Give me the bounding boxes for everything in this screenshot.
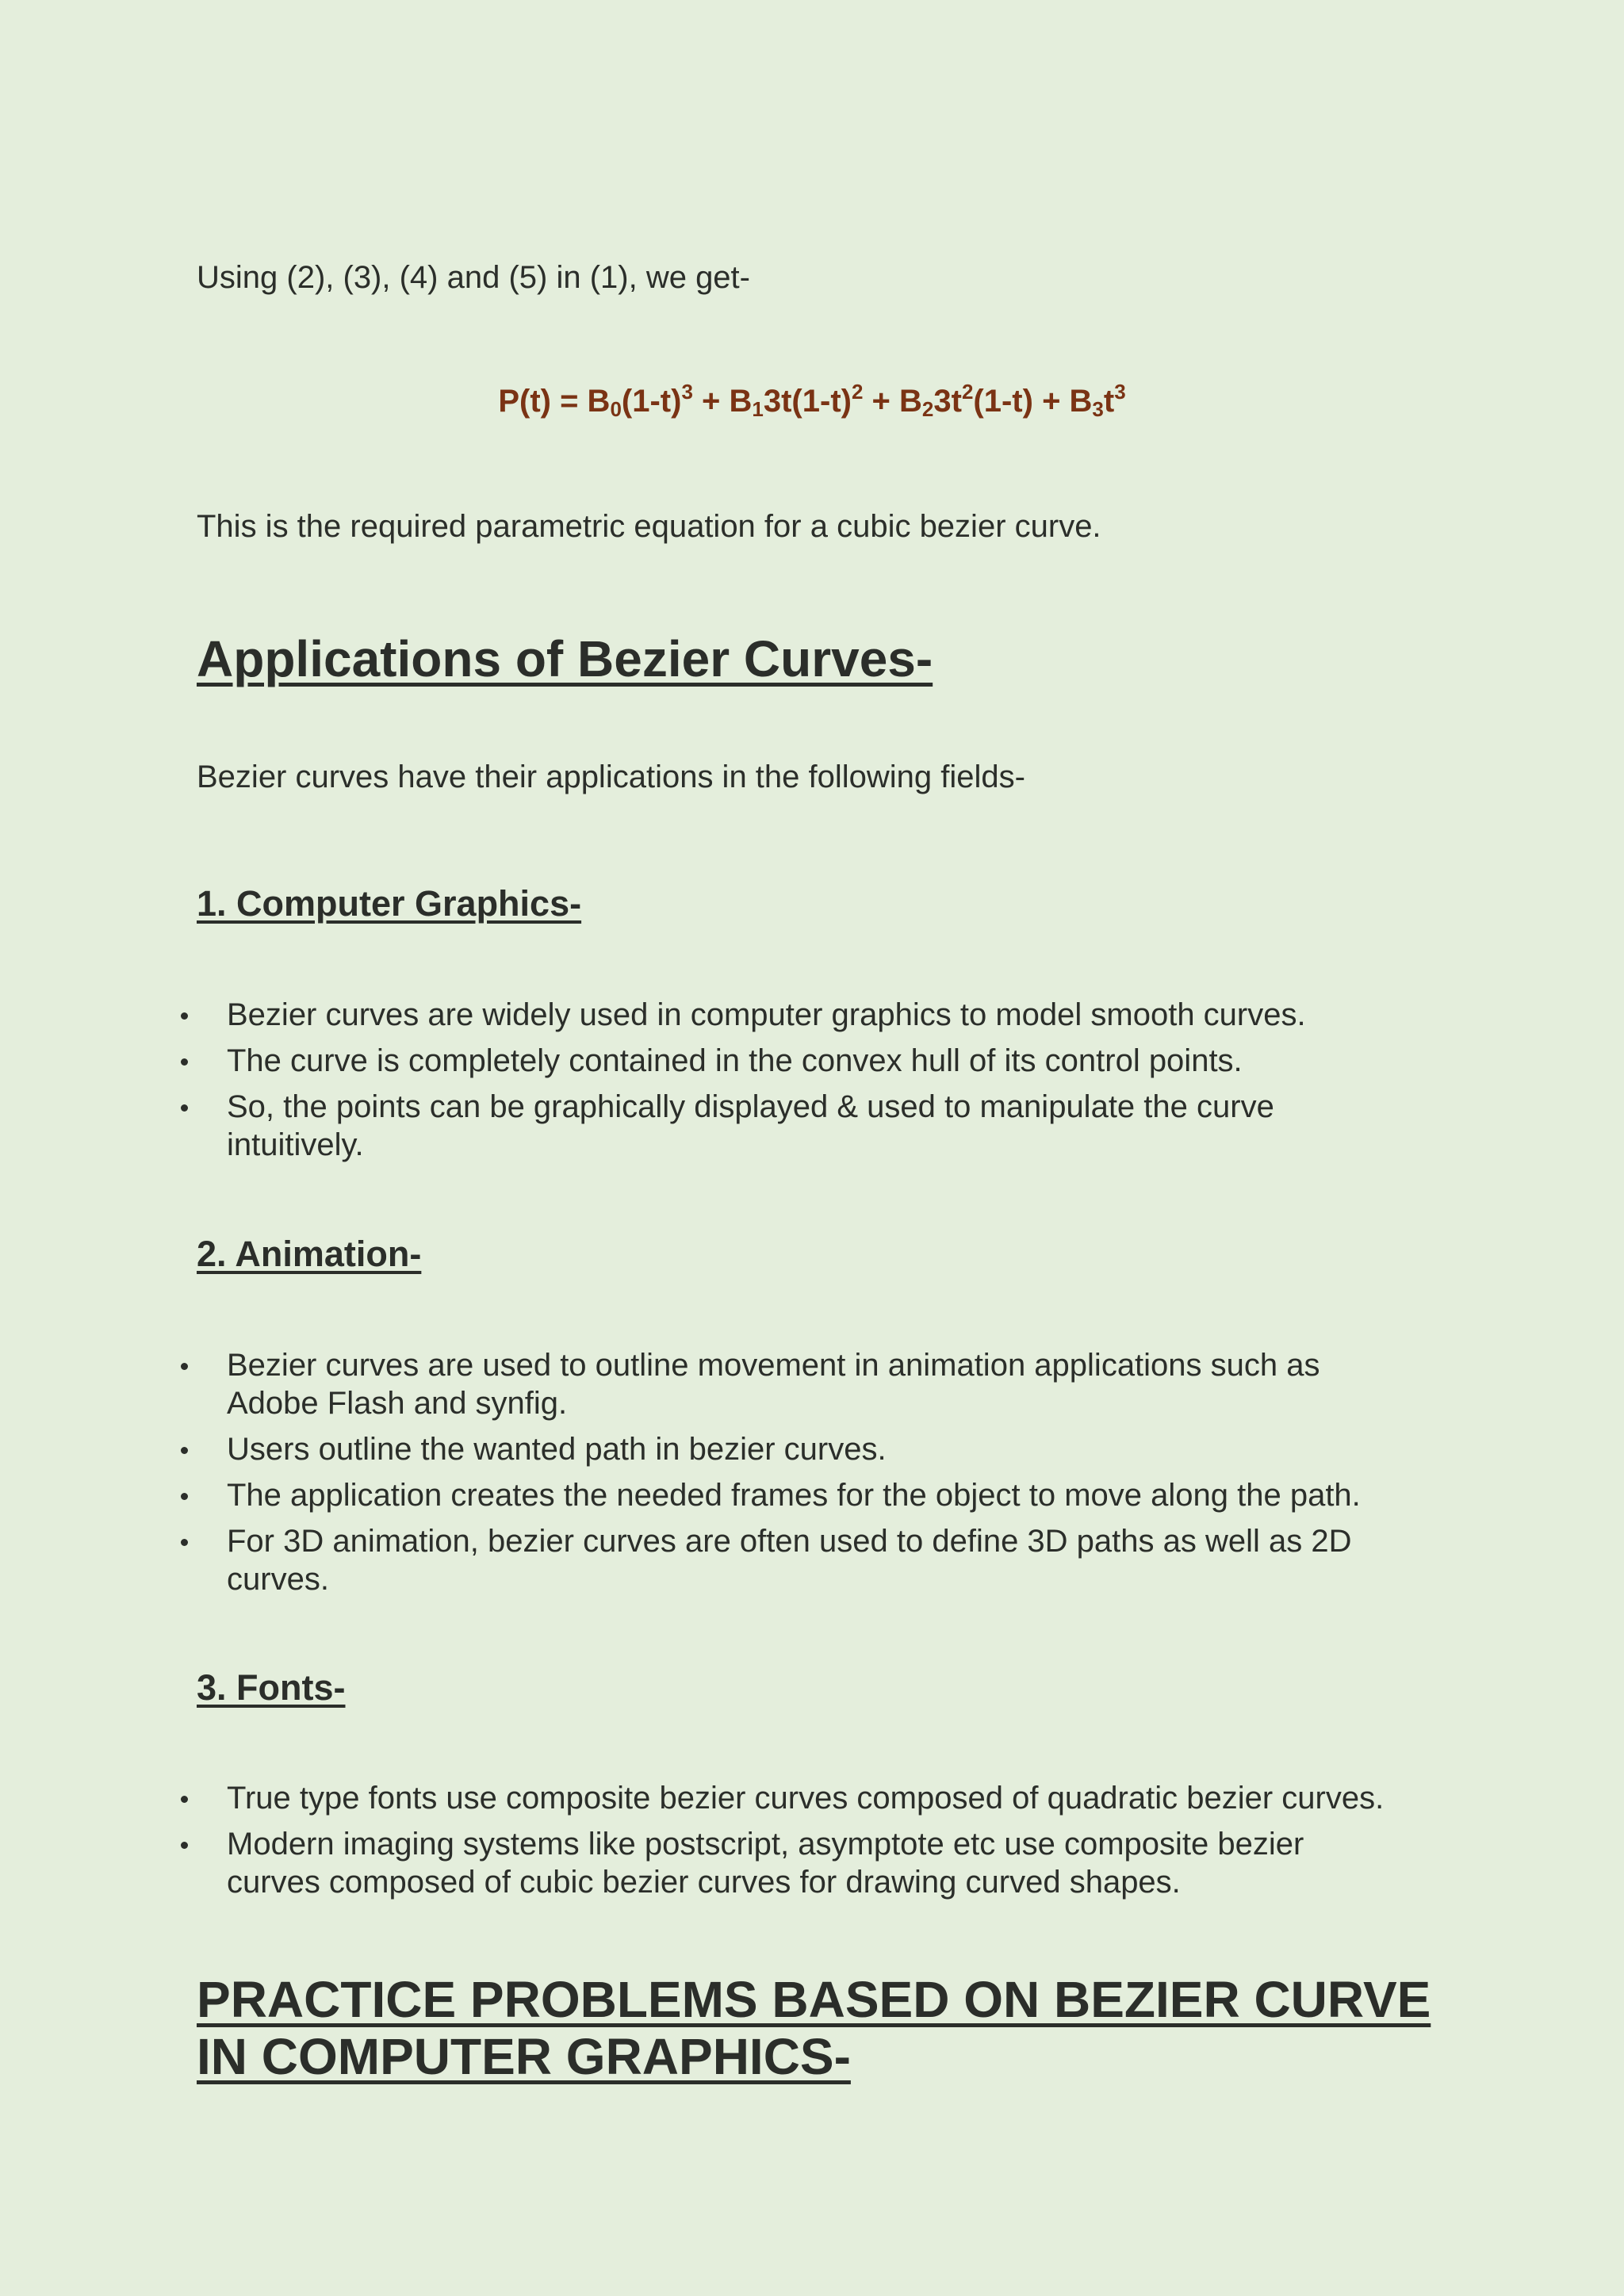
animation-list: [197, 1346, 1434, 1606]
list-item: Users outline the wanted path in bezier curves.: [197, 1430, 1434, 1468]
list-item: Bezier curves are widely used in computer graphics to model smooth curves.: [197, 996, 1434, 1034]
section-title-animation: 2. Animation-: [197, 1234, 422, 1274]
fonts-list: [197, 1779, 1434, 1909]
applications-heading: Applications of Bezier Curves-: [197, 630, 933, 687]
list-item: Modern imaging systems like postscript, asymptote etc use composite bezier curves composed of cubic bezier curves for drawing curved shapes.: [197, 1825, 1353, 1901]
conclusion-text: This is the required parametric equation for a cubic bezier curve.: [197, 509, 1101, 544]
intro-text: Using (2), (3), (4) and (5) in (1), we get-: [197, 260, 750, 295]
cubic-bezier-equation: $P(t) = B_0(1-t)^3 + B_13t(1-t)^2 + B_23t^2(1-t) + B_3t^3$: [498, 380, 1126, 421]
list-item: The application creates the needed frames for the object to move along the path.: [197, 1476, 1434, 1514]
applications-intro: Bezier curves have their applications in the following fields-: [197, 760, 1025, 794]
list-item: The curve is completely contained in the convex hull of its control points.: [197, 1042, 1434, 1080]
computer-graphics-list: [197, 996, 1434, 1172]
section-title-fonts: 3. Fonts-: [197, 1667, 346, 1708]
practice-problems-heading: PRACTICE PROBLEMS BASED ON BEZIER CURVE IN COMPUTER GRAPHICS-: [197, 1971, 1431, 2085]
list-item: True type fonts use composite bezier curves composed of quadratic bezier curves.: [197, 1779, 1434, 1817]
list-item: So, the points can be graphically displayed & used to manipulate the curve intuitively.: [197, 1088, 1321, 1164]
list-item: For 3D animation, bezier curves are often used to define 3D paths as well as 2D curves.: [197, 1522, 1353, 1598]
list-item: Bezier curves are used to outline movement in animation applications such as Adobe Flash and synfig.: [197, 1346, 1353, 1422]
section-title-computer-graphics: 1. Computer Graphics-: [197, 883, 582, 924]
